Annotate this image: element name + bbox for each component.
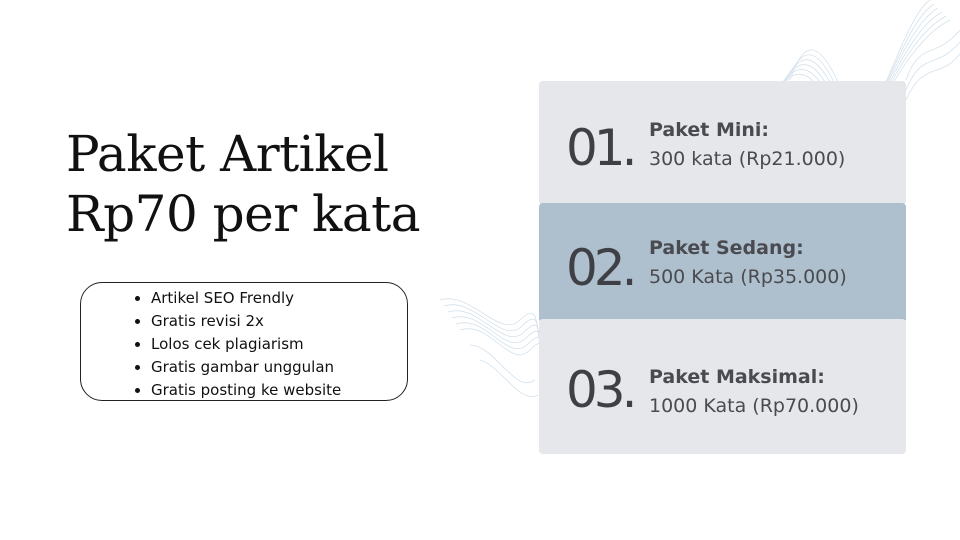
- package-card-mini: [539, 81, 906, 205]
- feature-item-gambar: • Gratis gambar unggulan: [151, 356, 407, 379]
- feature-item-revisi: • Gratis revisi 2x: [151, 310, 407, 333]
- package-card-maksimal: [539, 319, 906, 454]
- features-box: [80, 282, 408, 401]
- package-detail: 300 kata (Rp21.000): [649, 148, 846, 170]
- package-name: Paket Mini:: [649, 119, 770, 141]
- package-name: Paket Sedang:: [649, 237, 804, 259]
- package-detail: 500 Kata (Rp35.000): [649, 266, 847, 288]
- package-number: 01.: [566, 119, 634, 177]
- package-number: 02.: [566, 239, 634, 297]
- package-detail: 1000 Kata (Rp70.000): [649, 395, 859, 417]
- page-title: [66, 124, 420, 244]
- title-line-1: Paket Artikel: [66, 125, 389, 183]
- feature-item-posting: • Gratis posting ke website: [151, 379, 407, 402]
- features-list: [81, 283, 407, 402]
- package-name: Paket Maksimal:: [649, 366, 825, 388]
- feature-item-seo: • Artikel SEO Frendly: [151, 287, 407, 310]
- package-card-sedang: [539, 203, 906, 323]
- title-line-2: Rp70 per kata: [66, 185, 421, 243]
- package-number: 03.: [566, 361, 634, 419]
- feature-item-plagiarism: • Lolos cek plagiarism: [151, 333, 407, 356]
